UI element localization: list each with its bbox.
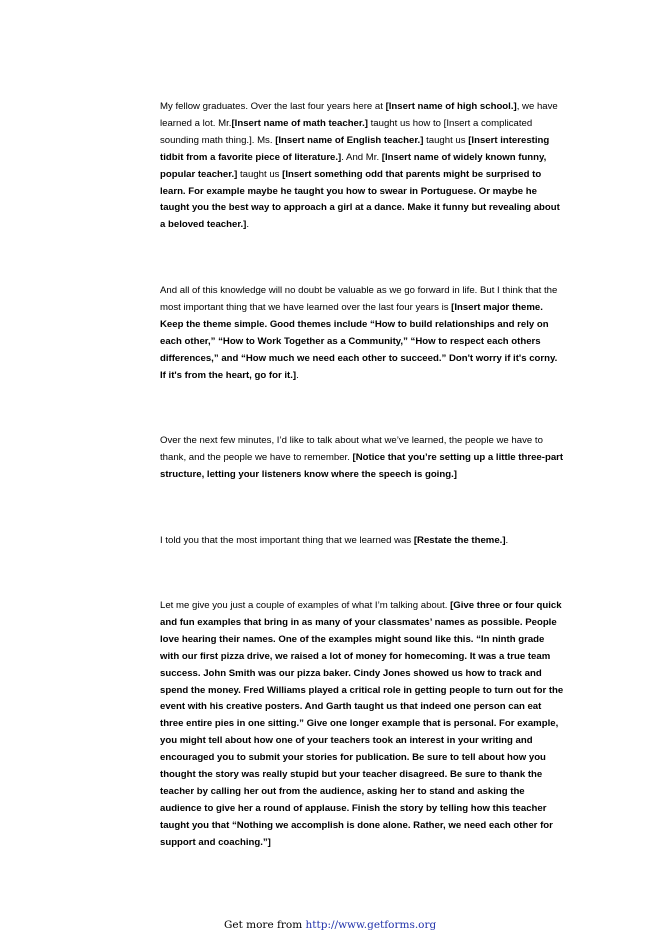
body-text: taught us <box>423 134 469 146</box>
paragraph-examples <box>160 598 565 852</box>
body-text: I told you that the most important thing that we learned was <box>160 535 414 546</box>
paragraph-intro <box>160 99 565 234</box>
bold-placeholder-text: [Insert something odd that parents might be surprised to learn. For example maybe he taught you how to swear in Portuguese. Or maybe he taught you the best way to approach a girl at a dance. Make it funny but revealing about a beloved teacher.] <box>160 168 560 231</box>
paragraph-theme <box>160 283 565 384</box>
bold-placeholder-text: [Insert name of English teacher.] <box>275 134 424 146</box>
bold-placeholder-text: [Insert major theme. Keep the theme simple. Good themes include “How to build relationships and rely on each other,” “How to Work Together as a Community,” “How to respect each others differences,” and “How much we need each other to succeed.” Don't worry if it's corny. If it's from the heart, go for it.] <box>160 301 558 381</box>
bold-placeholder-text: [Restate the theme.] <box>413 535 506 546</box>
body-text: . And Mr. <box>341 151 382 163</box>
body-text: taught us how to [Insert a complicated sounding math thing.]. Ms. <box>160 117 533 146</box>
paragraph-restate <box>160 533 565 550</box>
body-text: . <box>505 535 509 546</box>
paragraph-structure <box>160 433 565 484</box>
body-text: My fellow graduates. Over the last four years here at <box>160 101 386 112</box>
bold-placeholder-text: [Notice that you’re setting up a little three-part structure, letting your listeners know where the speech is going.] <box>160 451 564 480</box>
bold-placeholder-text: [Insert interesting tidbit from a favorite piece of literature.] <box>160 134 550 163</box>
body-text: , we have learned a lot. Mr. <box>160 101 558 129</box>
footer-prefix: Get more from <box>224 919 306 931</box>
body-text: taught us <box>237 168 283 180</box>
bold-placeholder-text: [Insert name of high school.] <box>385 101 517 112</box>
body-text: . <box>296 369 299 381</box>
footer-link[interactable]: http://www.getforms.org <box>305 919 437 931</box>
body-text: And all of this knowledge will no doubt be valuable as we go forward in life. But I think that the most important thing that we have learned over the last four years is <box>160 285 558 313</box>
bold-placeholder-text: [Insert name of math teacher.] <box>231 117 368 129</box>
body-text: Let me give you just a couple of examples of what I’m talking about. <box>160 600 451 611</box>
body-text: . <box>246 219 250 231</box>
bold-placeholder-text: [Give three or four quick and fun examples that bring in as many of your classmates’ names as possible. People love hearing their names. One of the examples might sound like this. “In ninth grade with our first pizza drive, we raised a lot of money for homecoming. It was a true team success. John Smith was our pizza baker. Cindy Jones showed us how to track and spend the money. Fred Williams played a critical role in getting people to turn out for the event with his creative posters. And Garth taught us that indeed one person can eat three entire pies in one sitting.” Give one longer example that is personal. For example, you might tell about how one of your teachers took an interest in your writing and encouraged you to submit your stories for publication. Be sure to tell about how you thought the story was really stupid but your teacher disagreed. Be sure to thank the teacher by calling her out from the audience, asking her to stand and asking the audience to give her a round of applause. Finish the story by telling how this teacher taught you that “Nothing we accomplish is done alone. Rather, we need each other for support and coaching.”] <box>160 600 564 848</box>
footer <box>224 919 436 931</box>
body-text: Over the next few minutes, I’d like to talk about what we’ve learned, the people we have to thank, and the people we have to remember. <box>160 435 543 463</box>
bold-placeholder-text: [Insert name of widely known funny, popular teacher.] <box>160 151 547 180</box>
